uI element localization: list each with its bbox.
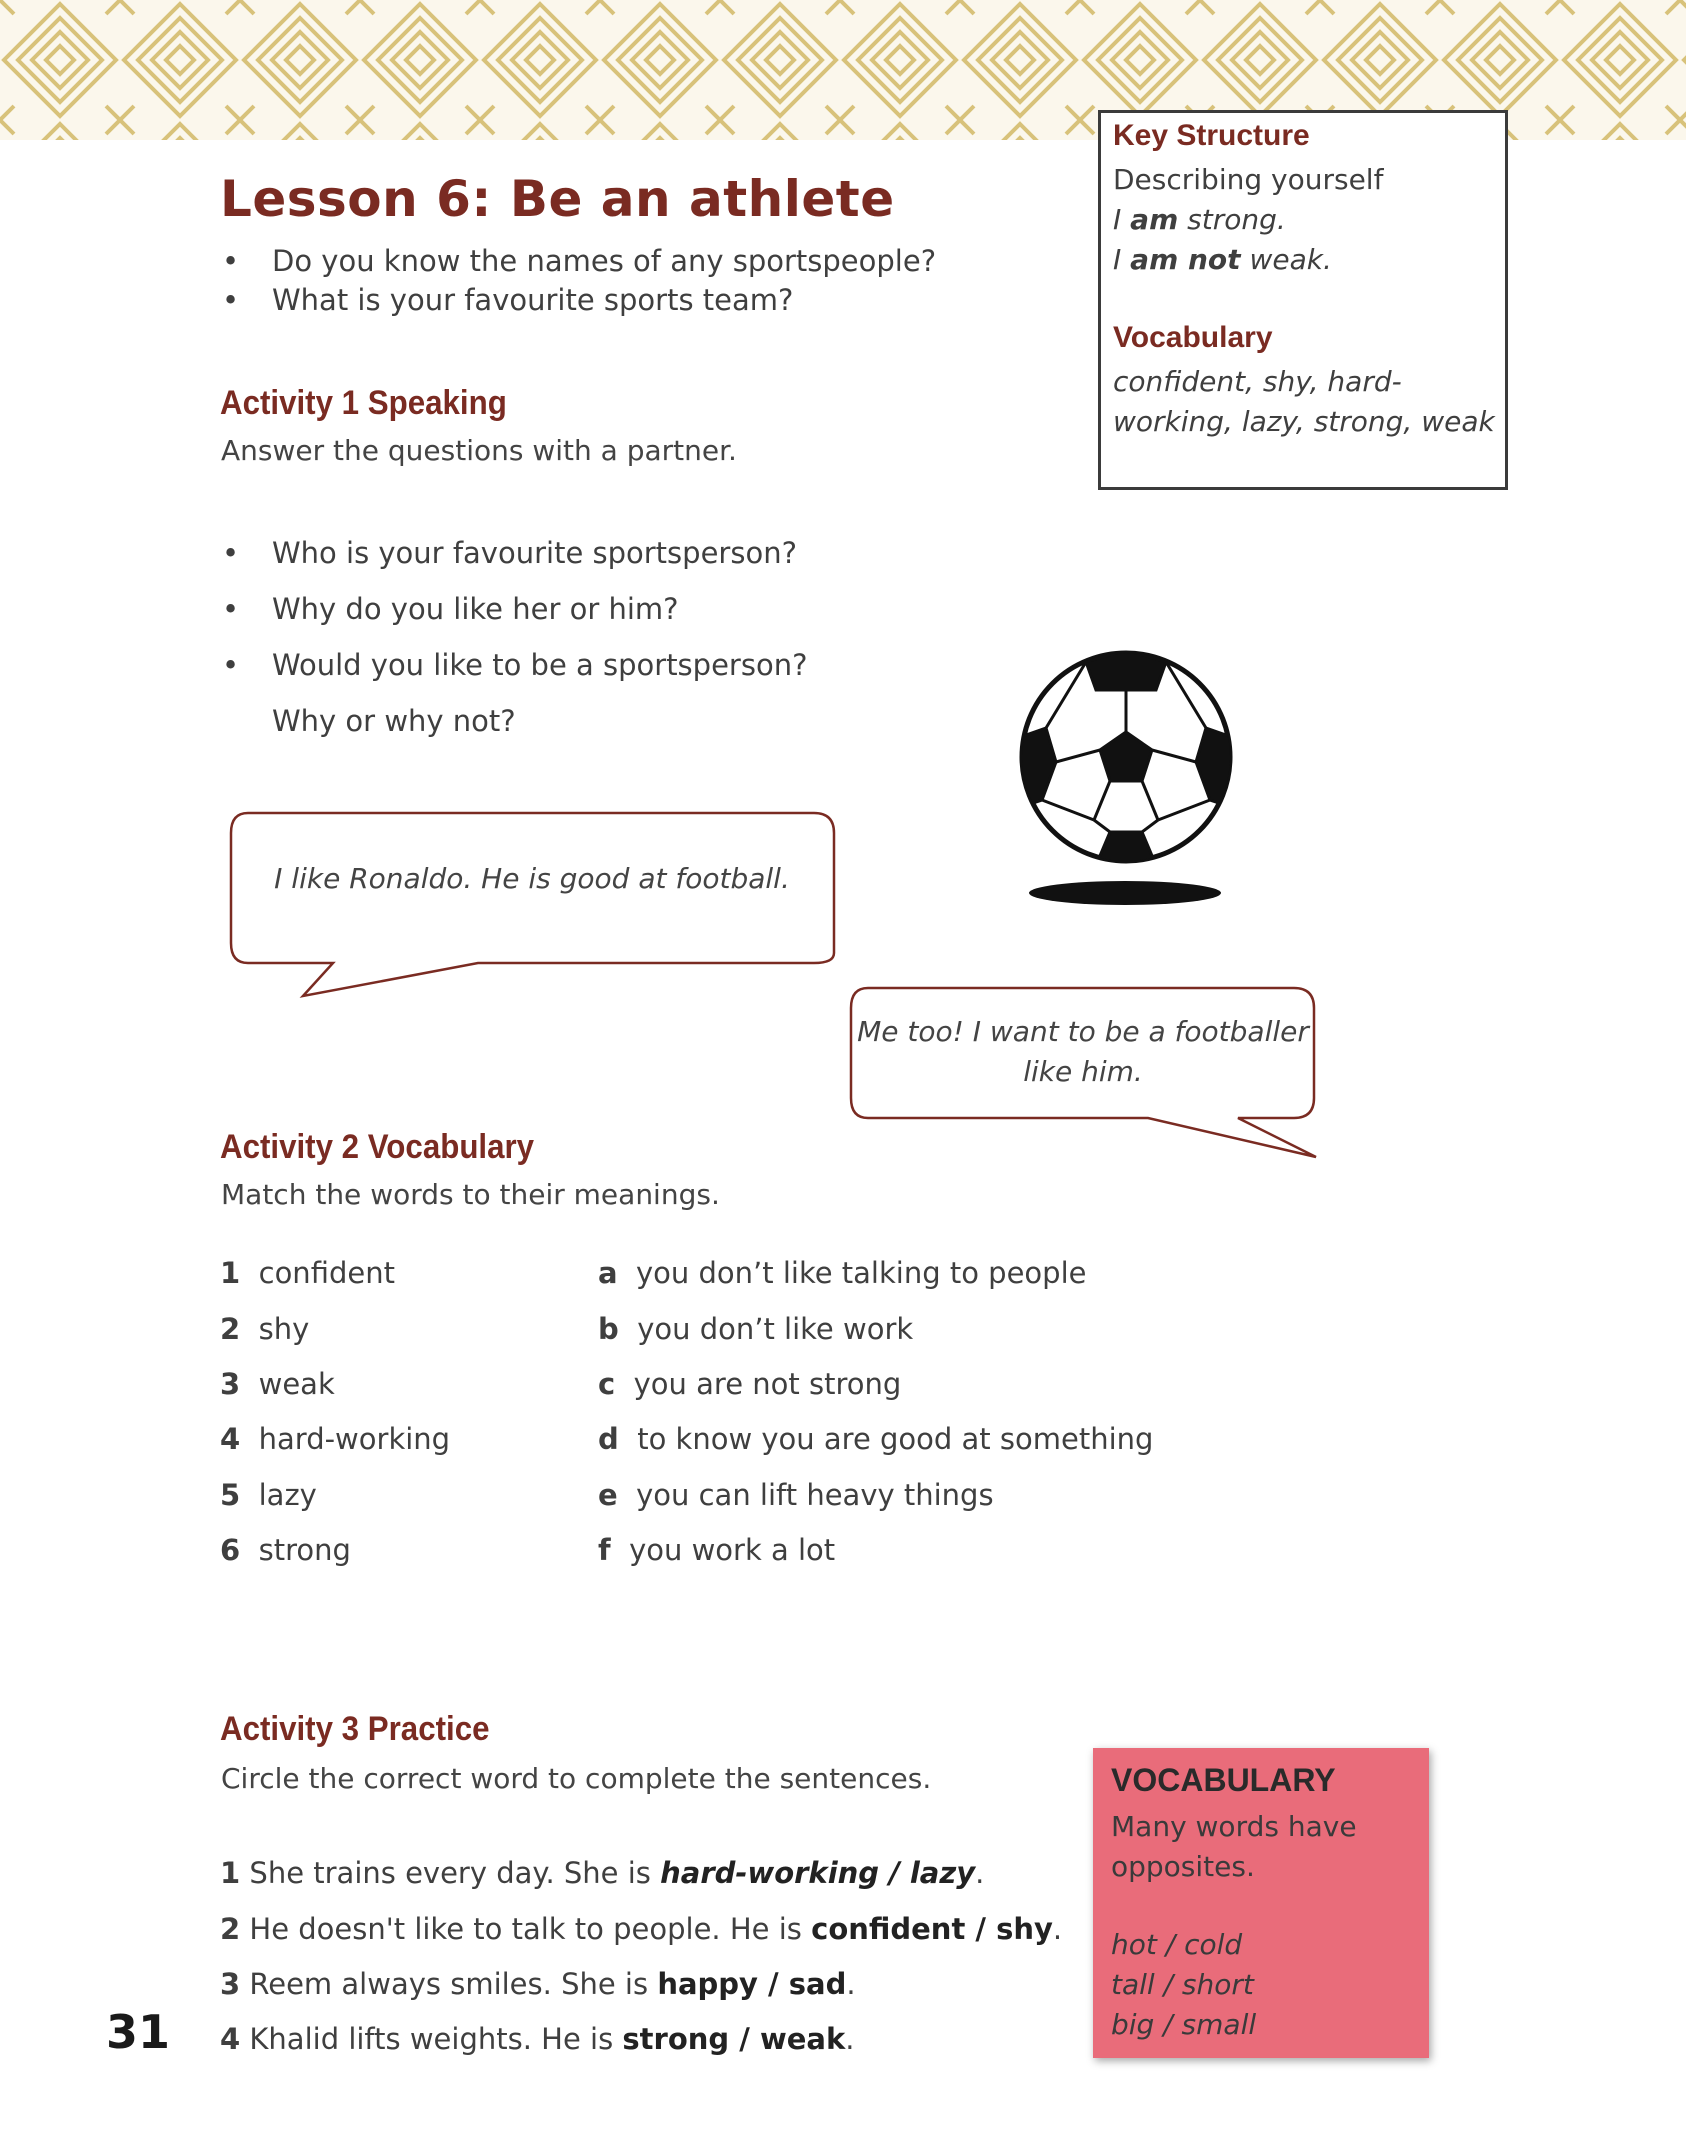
opposite-pair-3: big / small <box>1111 2008 1257 2041</box>
meaning-item-d: d to know you are good at something <box>598 1422 1154 1456</box>
practice-sentence-2: 2 He doesn't like to talk to people. He is confident / shy. <box>220 1912 1063 1946</box>
vocabulary-tip-line-2: opposites. <box>1111 1850 1255 1883</box>
word-item-6: 6 strong <box>220 1533 351 1567</box>
activity-2-heading: Activity 2 Vocabulary <box>220 1128 535 1166</box>
activity-1-heading: Activity 1 Speaking <box>220 384 507 422</box>
bullet: • <box>222 648 240 682</box>
vocabulary-list-line-1: confident, shy, hard- <box>1113 365 1402 398</box>
bullet: • <box>222 244 240 278</box>
speech-bubble-1 <box>228 810 838 1010</box>
practice-sentence-1: 1 She trains every day. She is hard-working / lazy. <box>220 1856 985 1890</box>
word-choice[interactable]: hard-working / lazy <box>660 1856 976 1890</box>
meaning-item-e: e you can lift heavy things <box>598 1478 994 1512</box>
practice-sentence-3: 3 Reem always smiles. She is happy / sad. <box>220 1967 856 2001</box>
word-item-1: 1 confident <box>220 1256 395 1290</box>
word-item-3: 3 weak <box>220 1367 335 1401</box>
vocabulary-tip-line-1: Many words have <box>1111 1810 1357 1843</box>
activity-2-instruction: Match the words to their meanings. <box>221 1178 720 1211</box>
word-item-4: 4 hard-working <box>220 1422 451 1456</box>
opposite-pair-2: tall / short <box>1111 1968 1254 2001</box>
activity-1-instruction: Answer the questions with a partner. <box>221 434 737 467</box>
bullet: • <box>222 536 240 570</box>
word-item-5: 5 lazy <box>220 1478 317 1512</box>
word-item-2: 2 shy <box>220 1312 310 1346</box>
page-number: 31 <box>106 2005 171 2059</box>
meaning-item-c: c you are not strong <box>598 1367 902 1401</box>
vocabulary-list-line-2: working, lazy, strong, weak <box>1113 405 1495 438</box>
vocabulary-heading: Vocabulary <box>1113 321 1273 354</box>
key-structure-example-2: I am not weak. <box>1113 243 1332 276</box>
activity-3-instruction: Circle the correct word to complete the sentences. <box>221 1762 932 1795</box>
bullet: • <box>222 592 240 626</box>
speech-bubble-2-text: Me too! I want to be a footballer like him. <box>857 1015 1309 1088</box>
practice-sentence-4: 4 Khalid lifts weights. He is strong / weak. <box>220 2022 855 2056</box>
key-structure-heading: Key Structure <box>1113 119 1310 152</box>
soccer-ball-icon <box>1010 650 1240 910</box>
speech-bubble-1-text: I like Ronaldo. He is good at football. <box>274 862 790 895</box>
ball-shadow <box>1029 881 1221 905</box>
key-structure-description: Describing yourself <box>1113 163 1384 196</box>
meaning-item-b: b you don’t like work <box>598 1312 914 1346</box>
speaking-question-3-continued: Why or why not? <box>272 704 516 738</box>
word-choice[interactable]: confident / shy <box>811 1912 1053 1946</box>
vocabulary-tip-box <box>1093 1748 1429 2058</box>
word-choice[interactable]: strong / weak <box>622 2022 846 2056</box>
meaning-item-a: a you don’t like talking to people <box>598 1256 1087 1290</box>
word-choice[interactable]: happy / sad <box>657 1967 847 2001</box>
lesson-title: Lesson 6: Be an athlete <box>220 170 895 228</box>
activity-3-heading: Activity 3 Practice <box>220 1710 490 1748</box>
meaning-item-f: f you work a lot <box>598 1533 836 1567</box>
vocabulary-tip-heading: VOCABULARY <box>1111 1762 1336 1798</box>
key-structure-box <box>1098 110 1508 490</box>
key-structure-example-1: I am strong. <box>1113 203 1286 236</box>
bullet: • <box>222 283 240 317</box>
opposite-pair-1: hot / cold <box>1111 1928 1243 1961</box>
